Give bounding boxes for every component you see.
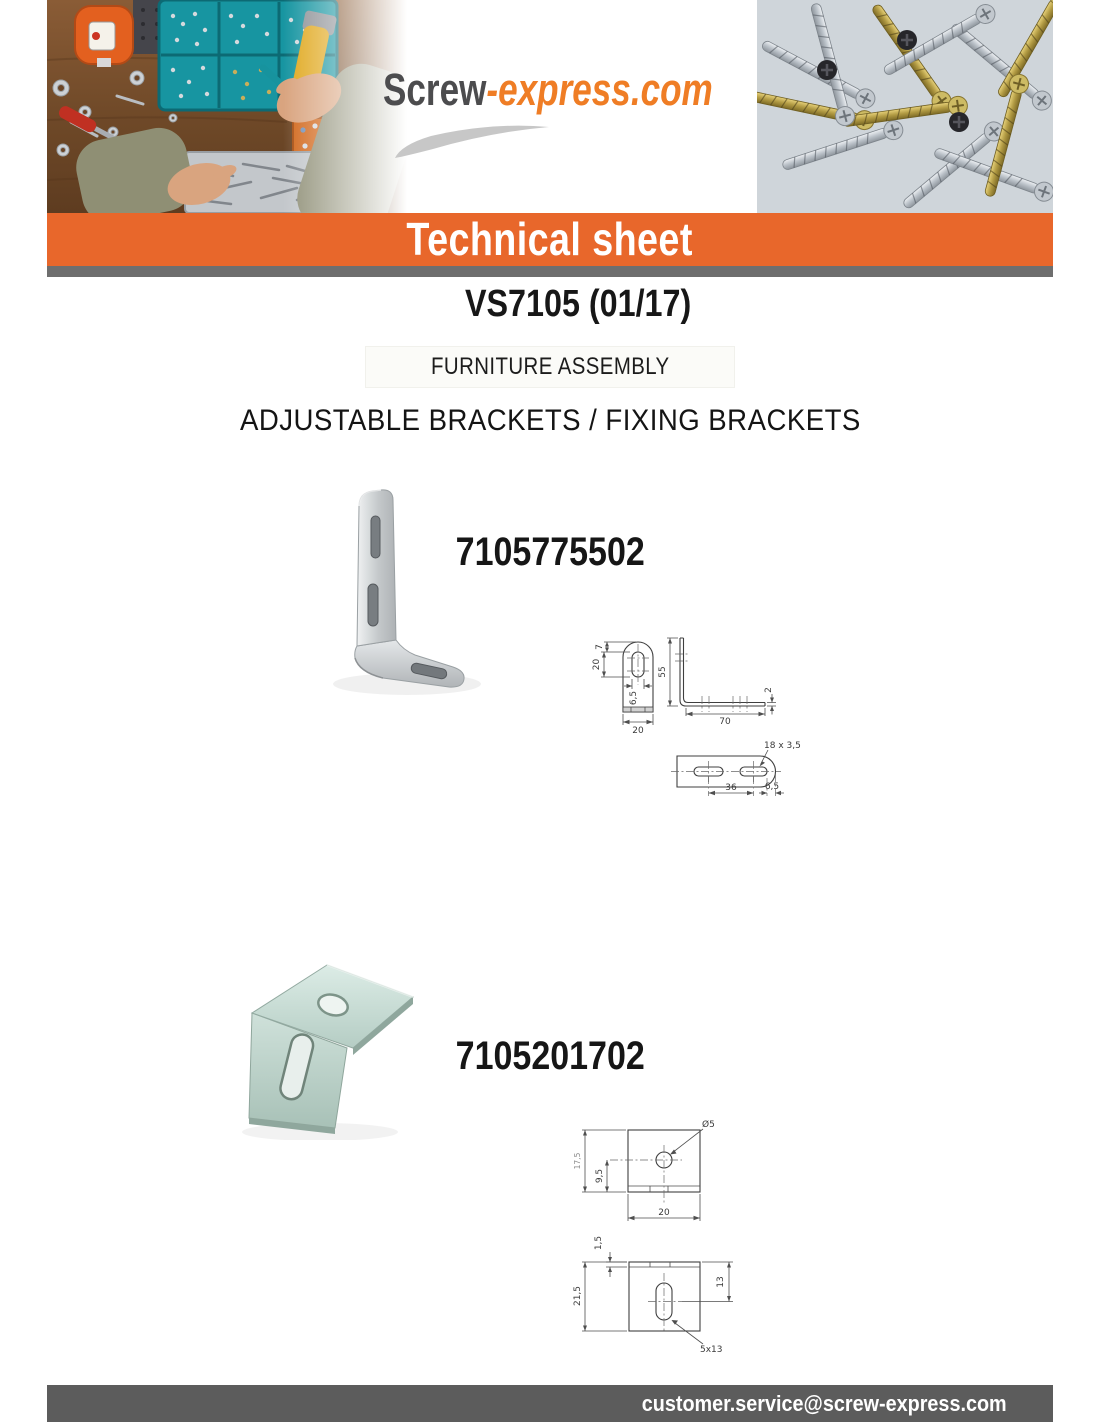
dim-slot-spacing: 36: [725, 783, 737, 793]
page-title: [0, 404, 1100, 438]
technical-drawing-1: [575, 628, 810, 813]
part-number-1: [0, 530, 1100, 575]
divider-bar: [47, 266, 1053, 277]
td1-plan-view: [671, 741, 801, 796]
screws-photo-art: [757, 0, 1053, 213]
dim-hole-dia: Ø5: [702, 1120, 715, 1130]
doc-ref-text: VS7105 (01/17): [464, 283, 692, 325]
td2b-front-view: [573, 1236, 733, 1355]
dim-slot-width: 6,5: [629, 690, 639, 706]
dim-top-offset: 7: [595, 644, 605, 650]
dim-plate-width: 20: [658, 1208, 670, 1218]
td1-side-view: [658, 638, 776, 727]
dim-thickness: 2: [764, 687, 774, 693]
dim-plan-slot-size: 18 x 3,5: [764, 741, 801, 751]
td2a-top-view: [573, 1119, 715, 1221]
logo: [383, 64, 743, 174]
dim-hole-offset: 9,5: [595, 1168, 605, 1184]
doc-ref-title: [0, 283, 1100, 326]
logo-text: [383, 64, 713, 116]
dim-tab-width: 20: [632, 726, 644, 736]
logo-swoosh: [391, 122, 551, 162]
category-box: [365, 346, 736, 388]
technical-drawing-2b: [570, 1228, 755, 1363]
screws-photo: [757, 0, 1053, 213]
bracket-photo-1-art: [305, 480, 505, 710]
logo-text-gray: Screw: [383, 64, 487, 115]
dim-end-offset: 6,5: [764, 782, 780, 792]
workbench-photo-art: [47, 0, 407, 213]
logo-text-orange: -express.com: [486, 64, 713, 115]
dim-slot-length: 20: [592, 658, 602, 671]
banner: [47, 213, 1053, 266]
footer-bar: [47, 1385, 1053, 1422]
dim-flange: 1,5: [594, 1235, 604, 1251]
dim-plate-height: 17,5: [573, 1152, 582, 1170]
bracket-photo-1: [305, 480, 505, 710]
tape-measure: [75, 6, 133, 67]
workbench-photo: [47, 0, 407, 213]
part-number-1-text: 7105775502: [455, 530, 645, 574]
td1-front-view: [592, 642, 653, 736]
part-number-2: [0, 1034, 1100, 1079]
dim-slot-pos: 13: [716, 1276, 726, 1288]
dim-length: 70: [719, 717, 731, 727]
footer-email: customer.service@screw-express.com: [641, 1391, 1007, 1416]
category-line: [0, 346, 1100, 388]
dim-height: 55: [658, 666, 668, 678]
dim-slot-size: 5x13: [700, 1345, 723, 1355]
technical-drawing-2a: [570, 1105, 740, 1225]
page-title-text: ADJUSTABLE BRACKETS / FIXING BRACKETS: [239, 404, 861, 437]
banner-title: Technical sheet: [406, 213, 694, 265]
part-number-2-text: 7105201702: [455, 1034, 645, 1078]
dim-front-height: 21,5: [573, 1285, 583, 1307]
category-text: FURNITURE ASSEMBLY: [430, 353, 670, 380]
